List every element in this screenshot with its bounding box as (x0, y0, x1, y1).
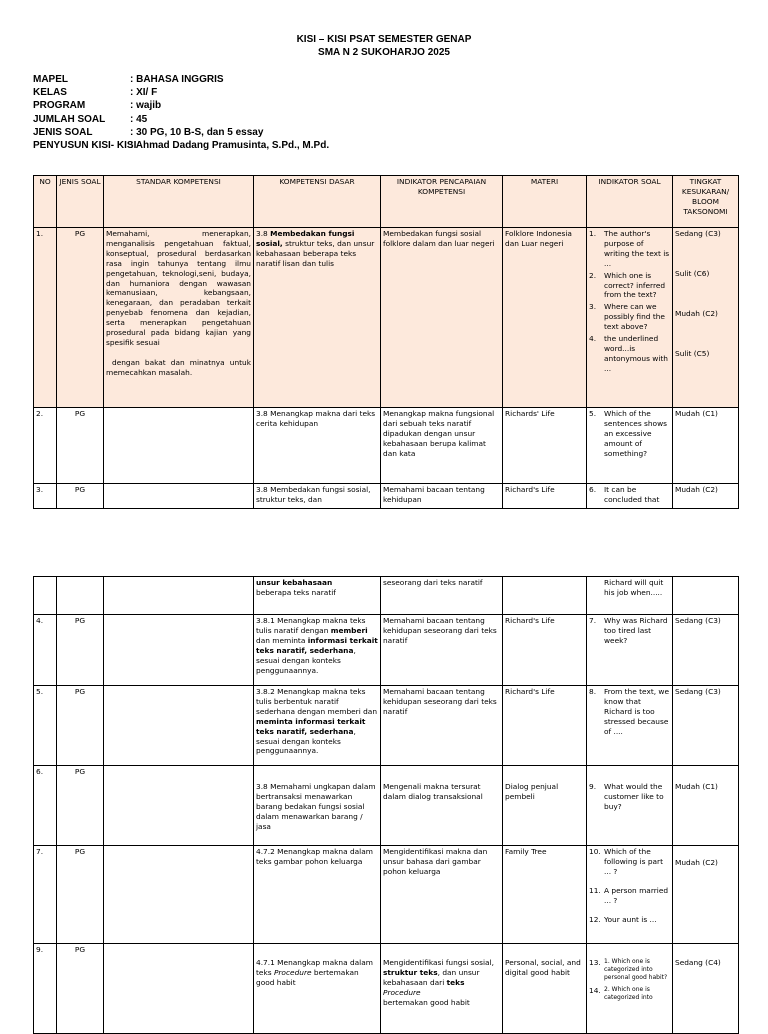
meta-value: : BAHASA INGGRIS (130, 74, 224, 85)
cell-materi: Richard's Life (503, 615, 587, 686)
question-item (589, 485, 670, 505)
meta-info (33, 73, 329, 152)
question-text: Your aunt is ... (604, 914, 657, 924)
question-list (589, 958, 670, 1002)
cell-kompetensi-dasar: 3.8 Menangkap makna dari teks cerita kehidupan (254, 408, 381, 484)
cell-indikator-pencapaian: Menangkap makna fungsional dari sebuah teks naratif dipadukan dengan unsur kebahasaan berupa kalimat dan kata (381, 408, 503, 484)
cell-materi: Family Tree (503, 846, 587, 944)
meta-value: : 45 (130, 113, 148, 125)
cell-indikator-pencapaian: seseorang dari teks naratif (381, 577, 503, 615)
kd-bold: memberi (330, 625, 368, 635)
question-text: It can be concluded that (604, 485, 660, 504)
table-row (34, 686, 739, 766)
cell-standar-kompetensi (104, 577, 254, 615)
cell-indikator-pencapaian: Memahami bacaan tentang kehidupan (381, 484, 503, 509)
cell-tingkat (673, 228, 739, 408)
kd-text: bertemakan good habit (256, 967, 359, 987)
cell-tingkat (673, 577, 739, 615)
cell-indikator-soal (587, 944, 673, 1034)
cell-indikator-pencapaian: Memahami bacaan tentang kehidupan seseorang dari teks naratif (381, 686, 503, 766)
cell-indikator-soal (587, 228, 673, 408)
kd-bold: meminta informasi terkait teks naratif, sederhana (256, 716, 366, 736)
cell-standar-kompetensi (104, 766, 254, 846)
header-tingkat-kesukaran: TINGKAT KESUKARAN/ BLOOM TAKSONOMI (673, 176, 739, 228)
question-list (589, 782, 670, 812)
header-indikator-soal: INDIKATOR SOAL (587, 176, 673, 228)
meta-row-mapel (33, 73, 329, 86)
question-text: Why was Richard too tired last week? (604, 616, 668, 645)
table-row (34, 615, 739, 686)
meta-value: : wajib (130, 100, 162, 112)
cell-indikator-soal (587, 766, 673, 846)
question-number: 1. (589, 229, 597, 238)
table-header-row (34, 176, 739, 228)
meta-row-kelas (33, 86, 329, 99)
level-label: Sulit (C5) (675, 348, 710, 358)
question-item (589, 271, 670, 301)
cell-indikator-soal (587, 577, 673, 615)
question-list (589, 409, 670, 459)
header-no: NO (34, 176, 57, 228)
cell-tingkat: Mudah (C2) (673, 484, 739, 509)
question-number: 3. (589, 302, 597, 312)
cell-indikator-pencapaian: Mengidentifikasi makna dan unsur bahasa dari gambar pohon keluarga (381, 846, 503, 944)
kd-text: 4.7.1 Menangkap makna dalam teks (256, 958, 373, 977)
table-row (34, 228, 739, 408)
document-title: KISI – KISI PSAT SEMESTER GENAP (296, 34, 472, 45)
cell-materi: Personal, social, and digital good habit (503, 944, 587, 1034)
cell-jenis: PG (57, 846, 104, 944)
question-number: 13. (589, 958, 601, 967)
cell-standar-kompetensi (104, 408, 254, 484)
question-number: 5. (589, 409, 597, 418)
ipk-text: bertemakan good habit (383, 997, 470, 1007)
cell-jenis: PG (57, 686, 104, 766)
question-text: Where can we possibly find the text above? (604, 302, 665, 332)
cell-kompetensi-dasar: 3.8 Membedakan fungsi sosial, struktur teks, dan (254, 484, 381, 509)
question-list (589, 485, 670, 505)
cell-indikator-pencapaian (381, 944, 503, 1034)
cell-materi: Richards' Life (503, 408, 587, 484)
question-list (589, 229, 670, 374)
question-number: 7. (589, 616, 597, 625)
cell-tingkat: Sedang (C4) (673, 944, 739, 1034)
cell-indikator-soal (587, 846, 673, 944)
ipk-text: Mengidentifikasi fungsi sosial, (383, 958, 494, 967)
question-item (589, 915, 670, 925)
meta-key: PENYUSUN KISI- KISI (33, 140, 137, 152)
question-number: 11. (589, 885, 601, 895)
cell-no: 1. (34, 228, 57, 408)
cell-no: 4. (34, 615, 57, 686)
sk-text-tail: dengan bakat dan minatnya untuk memecahkan masalah. (106, 357, 251, 377)
kd-rest: beberapa teks naratif (256, 587, 336, 597)
kd-text: , sesuai dengan konteks penggunaannya. (256, 726, 356, 756)
cell-kompetensi-dasar (254, 615, 381, 686)
cell-kompetensi-dasar (254, 228, 381, 408)
cell-tingkat: Mudah (C1) (673, 408, 739, 484)
header-indikator-pencapaian: INDIKATOR PENCAPAIAN KOMPETENSI (381, 176, 503, 228)
cell-no: 6. (34, 766, 57, 846)
cell-indikator-pencapaian: Membedakan fungsi sosial folklore dalam dan luar negeri (381, 228, 503, 408)
header-kompetensi-dasar: KOMPETENSI DASAR (254, 176, 381, 228)
meta-value: : 30 PG, 10 B-S, dan 5 essay (130, 126, 264, 138)
cell-kompetensi-dasar (254, 686, 381, 766)
meta-row-jumlah-soal (33, 113, 329, 126)
meta-row-jenis-soal (33, 126, 329, 139)
kd-rest: struktur teks, dan unsur kebahasaan beberapa teks naratif lisan dan tulis (256, 238, 375, 268)
question-text: Which of the sentences shows an excessive amount of something? (604, 409, 667, 458)
kd-text: 3.8.1 Menangkap makna teks tulis naratif dengan (256, 616, 366, 635)
question-list (589, 616, 670, 646)
cell-standar-kompetensi (104, 846, 254, 944)
cell-materi: Richard's Life (503, 686, 587, 766)
cell-indikator-soal (587, 615, 673, 686)
cell-materi: Dialog penjual pembeli (503, 766, 587, 846)
question-number: 8. (589, 687, 597, 696)
question-number: 2. (589, 270, 597, 280)
meta-key: MAPEL (33, 74, 68, 85)
cell-jenis: PG (57, 484, 104, 509)
level-label: Mudah (C2) (675, 308, 718, 318)
cell-jenis: PG (57, 408, 104, 484)
kd-text: , sesuai dengan konteks penggunaannya. (256, 645, 356, 675)
table-row (34, 846, 739, 944)
question-number: 9. (589, 782, 597, 791)
cell-tingkat: Sedang (C3) (673, 615, 739, 686)
question-item (589, 847, 670, 877)
kd-bold: unsur kebahasaan (256, 578, 333, 587)
kd-bold: Membedakan fungsi sosial, (256, 229, 355, 248)
cell-jenis: PG (57, 766, 104, 846)
cell-indikator-pencapaian: Memahami bacaan tentang kehidupan seseorang dari teks naratif (381, 615, 503, 686)
question-item (589, 986, 670, 1002)
cell-jenis (57, 577, 104, 615)
meta-row-penyusun (33, 139, 329, 152)
meta-key: PROGRAM (33, 100, 86, 112)
question-text: What would the customer like to buy? (604, 782, 664, 811)
header-jenis-soal: JENIS SOAL (57, 176, 104, 228)
table-row-continued (34, 577, 739, 615)
question-text: 1. Which one is categorized into personal good habit? (604, 958, 668, 981)
cell-no: 7. (34, 846, 57, 944)
question-number: 12. (589, 914, 601, 924)
ipk-text: , dan unsur kebahasaan dari (383, 967, 480, 987)
header-materi: MATERI (503, 176, 587, 228)
question-text: 2. Which one is categorized into (604, 986, 653, 1001)
table-row (34, 766, 739, 846)
cell-jenis: PG (57, 615, 104, 686)
question-text: A person married ... ? (604, 885, 669, 905)
kd-italic: Procedure (273, 967, 312, 977)
kisi-table-page2 (33, 576, 739, 1034)
ipk-bold: struktur teks (383, 967, 438, 977)
cell-tingkat: Mudah (C1) (673, 766, 739, 846)
kd-text: 3.8.2 Menangkap makna teks tulis berbentuk naratif sederhana dengan memberi dan (256, 687, 378, 716)
question-list (589, 687, 670, 737)
meta-key: JUMLAH SOAL (33, 113, 106, 125)
cell-no: 3. (34, 484, 57, 509)
meta-key: JENIS SOAL (33, 126, 93, 138)
question-text: Richard will quit his job when..... (604, 578, 664, 597)
table-row (34, 944, 739, 1034)
question-item (589, 229, 670, 269)
cell-jenis: PG (57, 944, 104, 1034)
question-number: 10. (589, 847, 601, 856)
kisi-table-page1 (33, 175, 739, 509)
ipk-bold: teks (446, 977, 465, 987)
cell-kompetensi-dasar (254, 577, 381, 615)
cell-standar-kompetensi (104, 944, 254, 1034)
table-row (34, 408, 739, 484)
question-text: Which of the following is part ... ? (604, 847, 663, 876)
question-item (589, 302, 670, 332)
question-text: the underlined word...is antonymous with ... (604, 334, 668, 373)
question-item (589, 886, 670, 906)
meta-value: : Ahmad Dadang Pramusinta, S.Pd., M.Pd. (130, 140, 330, 152)
meta-key: KELAS (33, 87, 67, 99)
ipk-italic: Procedure (383, 987, 421, 997)
question-text: The author's purpose of writing the text is ... (604, 229, 670, 268)
cell-no: 9. (34, 944, 57, 1034)
cell-no (34, 577, 57, 615)
cell-no: 5. (34, 686, 57, 766)
cell-indikator-soal (587, 686, 673, 766)
question-item (589, 782, 670, 812)
cell-kompetensi-dasar: 4.7.2 Menangkap makna dalam teks gambar pohon keluarga (254, 846, 381, 944)
question-item (589, 616, 670, 646)
cell-indikator-soal (587, 484, 673, 509)
question-item (589, 334, 670, 374)
kd-prefix: 3.8 (256, 229, 271, 238)
cell-indikator-pencapaian: Mengenali makna tersurat dalam dialog transaksional (381, 766, 503, 846)
level-label: Sedang (C3) (675, 229, 721, 238)
document-subtitle: SMA N 2 SUKOHARJO 2025 (318, 47, 450, 58)
sk-text: Memahami, menerapkan, menganalisis pengetahuan faktual, konseptual, prosedural berdasarkan rasa ingin tahunya tentang ilmu pengetahuan, teknologi,seni, budaya, dan humaniora dengan wawasan kemanusiaan, kebangsaan, kenegaraan, dan peradaban terkait penyebab fenomena dan kejadian, serta menerapkan pengetahuan prosedural pada bidang kajian yang spesifik sesuai (106, 229, 251, 347)
meta-value: : XI/ F (130, 87, 158, 99)
cell-standar-kompetensi (104, 686, 254, 766)
level-label: Sulit (C6) (675, 268, 710, 278)
header-standar-kompetensi: STANDAR KOMPETENSI (104, 176, 254, 228)
cell-kompetensi-dasar (254, 944, 381, 1034)
table-row (34, 484, 739, 509)
question-number: 6. (589, 485, 597, 494)
cell-materi: Richard's Life (503, 484, 587, 509)
question-list (589, 847, 670, 924)
cell-kompetensi-dasar: 3.8 Memahami ungkapan dalam bertransaksi menawarkan barang bedakan fungsi sosial dalam menawarkan barang / jasa (254, 766, 381, 846)
question-number: 14. (589, 986, 601, 995)
cell-standar-kompetensi (104, 484, 254, 509)
question-text: Which one is correct? inferred from the text? (604, 270, 666, 300)
cell-materi (503, 577, 587, 615)
cell-standar-kompetensi (104, 228, 254, 408)
cell-standar-kompetensi (104, 615, 254, 686)
kd-bold: informasi terkait teks naratif, sederhana (256, 635, 378, 655)
cell-tingkat: Sedang (C3) (673, 686, 739, 766)
question-item (589, 958, 670, 982)
kd-text: dan meminta (256, 635, 308, 645)
question-text: From the text, we know that Richard is too stressed because of .... (604, 687, 670, 736)
cell-materi: Folklore Indonesia dan Luar negeri (503, 228, 587, 408)
meta-row-program (33, 99, 329, 112)
cell-no: 2. (34, 408, 57, 484)
question-number: 4. (589, 334, 597, 344)
cell-jenis: PG (57, 228, 104, 408)
question-item (589, 409, 670, 459)
cell-indikator-soal (587, 408, 673, 484)
cell-tingkat: Mudah (C2) (673, 846, 739, 944)
question-item (589, 687, 670, 737)
